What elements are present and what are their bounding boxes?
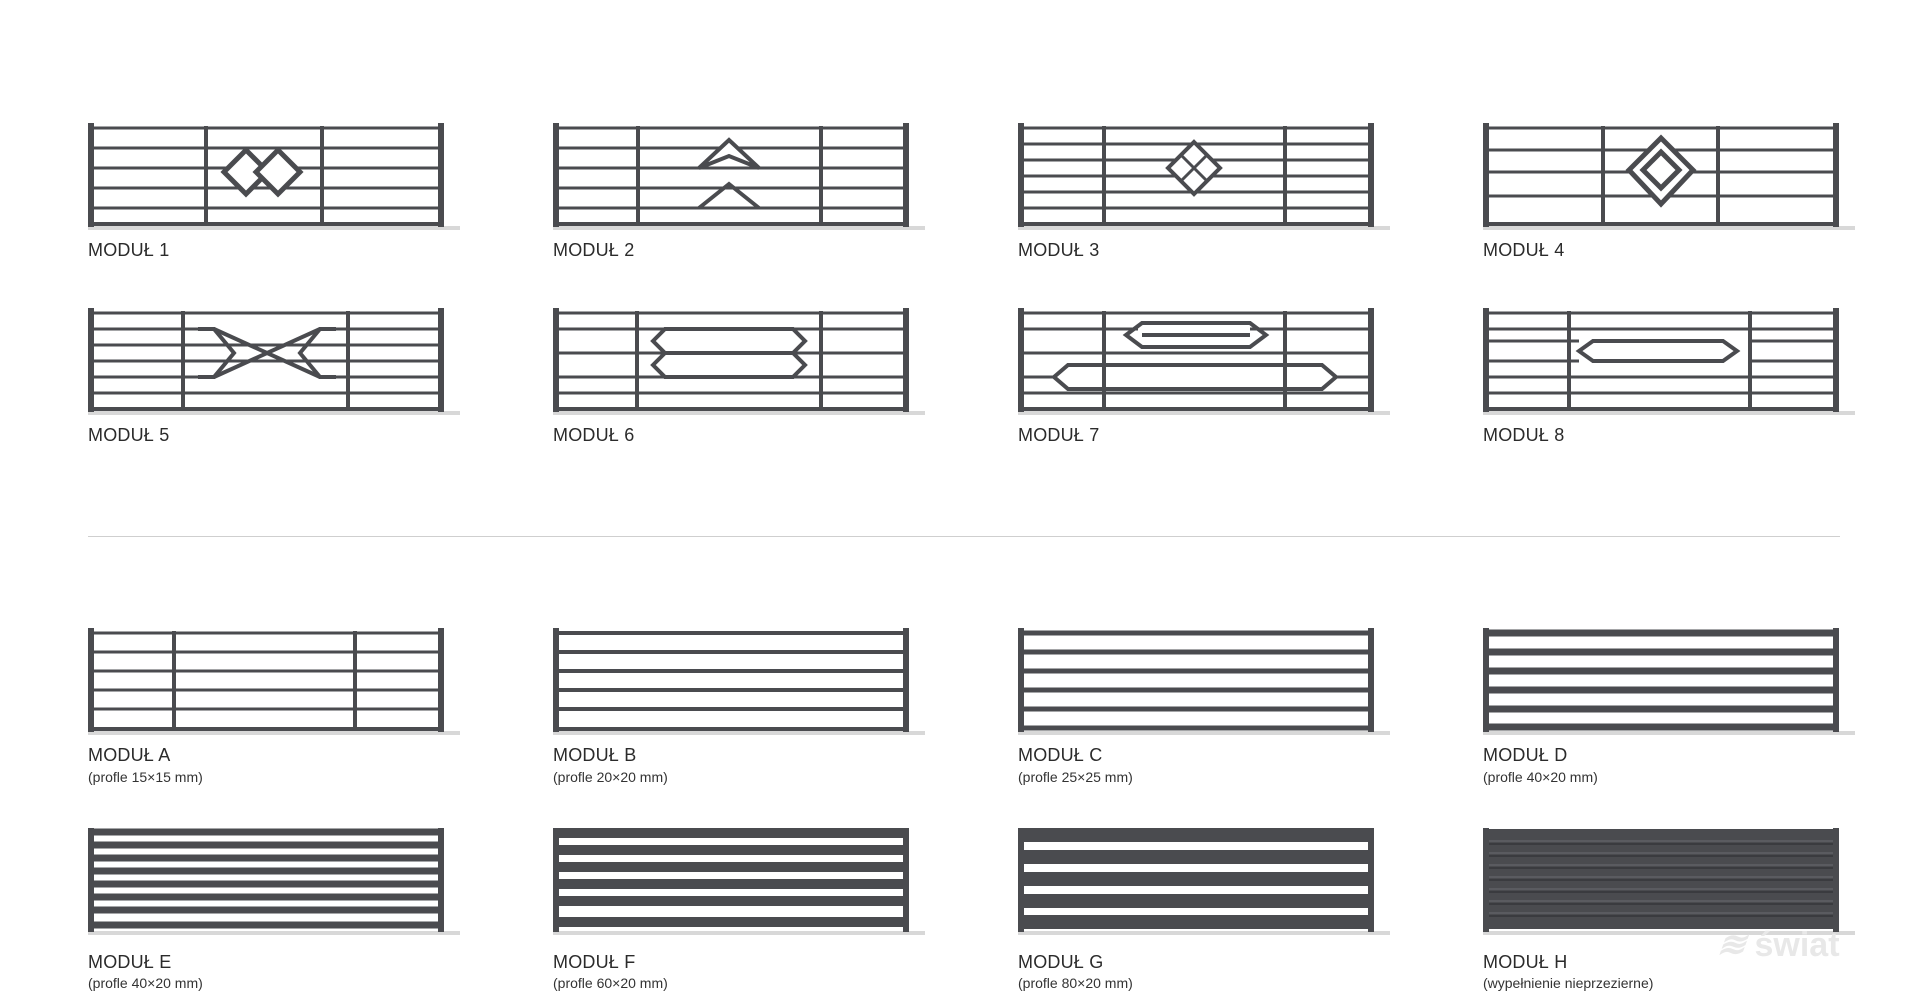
fence-module-4-drawing [1483, 120, 1863, 230]
module-label: MODUŁ 1 [88, 240, 170, 260]
fence-module-2-drawing [553, 120, 933, 230]
module-label: MODUŁ C [1018, 745, 1103, 765]
watermark-logo-icon: ≋ [1713, 926, 1756, 964]
fence-module-e-drawing [88, 825, 468, 935]
module-label: MODUŁ 8 [1483, 425, 1565, 445]
module-profile-spec: (profle 40×20 mm) [88, 975, 203, 991]
module-profile-spec: (profle 40×20 mm) [1483, 769, 1598, 785]
module-label: MODUŁ H [1483, 952, 1568, 972]
fence-module-7-drawing [1018, 305, 1398, 415]
watermark-text: świat [1754, 926, 1840, 964]
module-profile-spec: (profle 20×20 mm) [553, 769, 668, 785]
fence-module-8-drawing [1483, 305, 1863, 415]
watermark [1713, 925, 1840, 965]
module-label: MODUŁ 3 [1018, 240, 1100, 260]
fence-module-5-drawing [88, 305, 468, 415]
fence-module-6-drawing [553, 305, 933, 415]
module-label: MODUŁ 7 [1018, 425, 1100, 445]
fence-module-1-drawing [88, 120, 468, 230]
fence-module-b-drawing [553, 625, 933, 735]
module-label: MODUŁ 4 [1483, 240, 1565, 260]
fence-module-3-drawing [1018, 120, 1398, 230]
fence-module-h-drawing [1483, 825, 1863, 935]
module-label: MODUŁ G [1018, 952, 1104, 972]
module-label: MODUŁ D [1483, 745, 1568, 765]
module-profile-spec: (profle 25×25 mm) [1018, 769, 1133, 785]
fence-module-g-drawing [1018, 825, 1398, 935]
module-profile-spec: (profle 60×20 mm) [553, 975, 668, 991]
module-profile-spec: (wypełnienie nieprzezierne) [1483, 975, 1654, 991]
module-label: MODUŁ 5 [88, 425, 170, 445]
module-label: MODUŁ 2 [553, 240, 635, 260]
module-label: MODUŁ A [88, 745, 171, 765]
module-label: MODUŁ 6 [553, 425, 635, 445]
module-profile-spec: (profle 15×15 mm) [88, 769, 203, 785]
module-profile-spec: (profle 80×20 mm) [1018, 975, 1133, 991]
module-label: MODUŁ E [88, 952, 172, 972]
section-divider [88, 536, 1840, 537]
fence-module-c-drawing [1018, 625, 1398, 735]
module-label: MODUŁ F [553, 952, 636, 972]
fence-module-a-drawing [88, 625, 468, 735]
module-label: MODUŁ B [553, 745, 637, 765]
fence-module-f-drawing [553, 825, 933, 935]
fence-module-d-drawing [1483, 625, 1863, 735]
